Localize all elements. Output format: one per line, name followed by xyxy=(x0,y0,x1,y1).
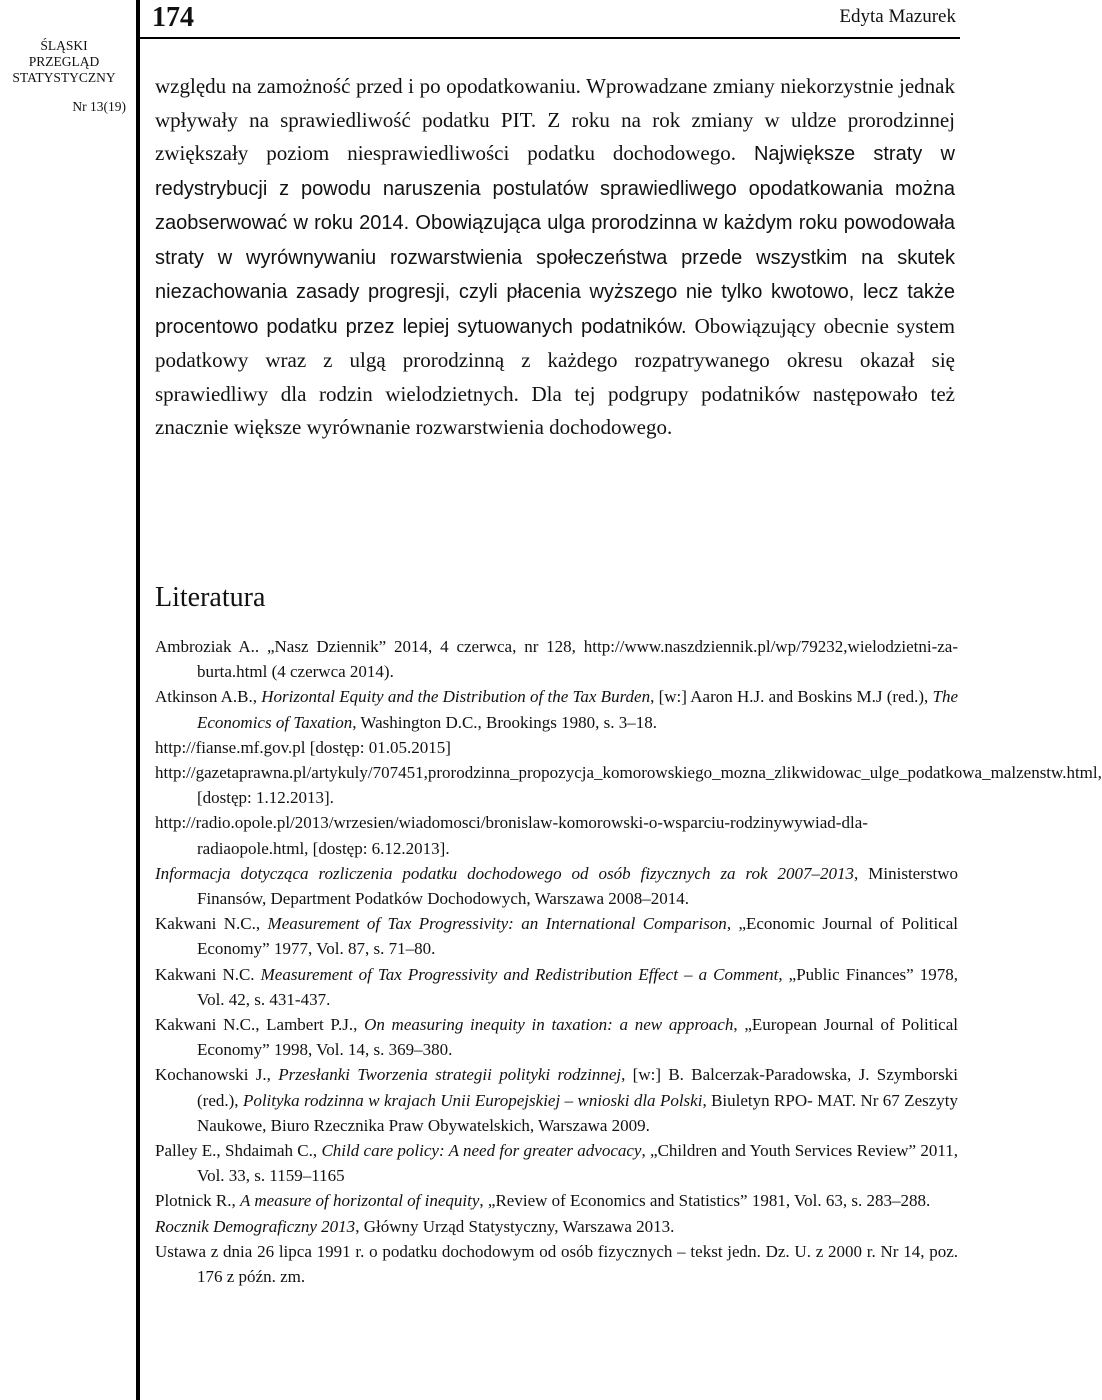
journal-name-line: PRZEGLĄD xyxy=(28,54,100,69)
reference-item xyxy=(155,911,958,961)
body-text-part: Obowiązujący obecnie system podatkowy wraz z ulgą prorodzinną z każdego rozpatrywanego okresu okazał się sprawiedliwy dla rodzin wielodzietnych. Dla tej podgrupy podatników następowało też znacznie większe wyrównanie rozwarstwienia dochodowego. xyxy=(155,313,955,439)
reference-item xyxy=(155,1239,958,1289)
body-text-part: względu na zamożność przed i po opodatkowaniu. Wprowadzane zmiany niekorzystnie jednak wpływały na sprawiedliwość podatku PIT. Z roku na rok zmiany w uldze prorodzinnej zwiększały poziom niesprawiedliwości podatku dochodowego. xyxy=(155,74,955,165)
reference-list xyxy=(155,634,1102,1289)
ref-text: , „Children and Youth Services Review” 2011, Vol. 33, s. 1159–1165 xyxy=(197,1141,959,1186)
ref-text: , „Economic Journal of Political Economy” 1977, Vol. 87, s. 71–80. xyxy=(197,914,958,959)
ref-text: , Ministerstwo Finansów, Department Podatków Dochodowych, Warszawa 2008–2014. xyxy=(197,863,958,909)
ref-text: „Public Finances” 1978, Vol. 42, s. 431-437. xyxy=(197,964,959,1009)
ref-text: Ambroziak A.. „Nasz Dziennik” 2014, 4 czerwca, nr 128, http://www.naszdziennik.pl/wp/79232,wielodzietni-za-burta.html (4 czerwca 2014). xyxy=(155,637,958,682)
ref-text: , „European Journal of Political Economy” 1998, Vol. 14, s. 369–380. xyxy=(197,1015,958,1060)
ref-title: The Economics of Taxation xyxy=(197,687,958,732)
reference-item xyxy=(155,684,958,734)
ref-title: Horizontal Equity and the Distribution of the Tax Burden xyxy=(261,687,651,707)
ref-title: Measurement of Tax Progressivity: an International Comparison xyxy=(267,914,727,934)
reference-item xyxy=(155,634,958,684)
ref-title: Measurement of Tax Progressivity and Redistribution Effect – a Comment, xyxy=(260,964,783,984)
ref-text: Ustawa z dnia 26 lipca 1991 r. o podatku dochodowym od osób fizycznych – tekst jedn. Dz. U. z 2000 r. Nr 14, poz. 176 z późn. zm. xyxy=(155,1241,958,1287)
ref-title: Rocznik Demograficzny 2013 xyxy=(155,1216,356,1236)
ref-text: http://gazetaprawna.pl/artykuly/707451,prorodzinna_propozycja_komorowskiego_mozna_zlikwidowac_ulge_podatkowa_malzenstw.html, [dostęp: 1.12.2013]. xyxy=(155,763,1102,808)
body-section xyxy=(155,70,955,445)
reference-item xyxy=(155,1188,958,1213)
journal-sidebar xyxy=(0,38,128,115)
journal-name-line: STATYSTYCZNY xyxy=(12,70,116,85)
reference-item xyxy=(155,962,958,1012)
body-text-part: Największe straty w redystrybucji z powodu naruszenia postulatów sprawiedliwego opodatkowania można zaobserwować w roku 2014. Obowiązująca ulga prorodzinna w każdym roku powodowała straty w wyrównywaniu rozwarstwienia społeczeństwa przede wszystkim na skutek niezachowania zasady progresji, czyli płacenia wyższego nie tylko kwotowo, lecz także procentowo podatku przez lepiej sytuowanych podatników. xyxy=(155,143,955,338)
ref-text: Kochanowski J., xyxy=(155,1065,279,1085)
ref-text: Atkinson A.B., xyxy=(155,687,262,707)
ref-text: , Washington D.C., Brookings 1980, s. 3–18. xyxy=(352,712,658,732)
ref-text: http://fianse.mf.gov.pl [dostęp: 01.05.2015] xyxy=(155,737,451,757)
journal-name-line: ŚLĄSKI xyxy=(40,38,88,53)
ref-text: , [w:] Aaron H.J. and Boskins M.J (red.), xyxy=(650,687,933,707)
header-rule xyxy=(140,37,960,39)
ref-text: , „Review of Economics and Statistics” 1981, Vol. 63, s. 283–288. xyxy=(479,1191,931,1211)
ref-title: Child care policy: A need for greater advocacy xyxy=(321,1141,642,1161)
reference-item xyxy=(155,1138,958,1188)
reference-item xyxy=(155,861,958,911)
ref-title: A measure of horizontal of inequity xyxy=(240,1191,480,1211)
reference-item xyxy=(155,1062,958,1138)
issue-number: Nr 13(19) xyxy=(72,99,126,114)
ref-text: , Biuletyn RPO- MAT. Nr 67 Zeszyty Naukowe, Biuro Rzecznika Praw Obywatelskich, Warszawa 2009. xyxy=(197,1090,958,1135)
page-number: 174 xyxy=(152,2,194,33)
ref-text: Plotnick R., xyxy=(155,1191,241,1211)
ref-text: Palley E., Shdaimah C., xyxy=(155,1141,322,1161)
reference-item xyxy=(155,735,958,760)
ref-title: Polityka rodzinna w krajach Unii Europejskiej – wnioski dla Polski xyxy=(242,1090,703,1110)
reference-item xyxy=(155,760,1102,810)
literature-heading: Literatura xyxy=(155,582,266,613)
ref-text: http://radio.opole.pl/2013/wrzesien/wiadomosci/bronislaw-komorowski-o-wsparciu-rodzinywywiad-dla-radiaopole.html, [dostęp: 6.12.2013]. xyxy=(155,813,868,858)
ref-title: On measuring inequity in taxation: a new approach xyxy=(364,1015,734,1035)
ref-title: Informacja dotycząca rozliczenia podatku dochodowego od osób fizycznych za rok 2007–2013 xyxy=(155,863,855,883)
reference-item xyxy=(155,810,958,860)
ref-title: Przesłanki Tworzenia strategii polityki rodzinnej xyxy=(278,1065,622,1085)
reference-item xyxy=(155,1012,958,1062)
ref-text: Kakwani N.C., Lambert P.J., xyxy=(155,1015,365,1035)
ref-text: Kakwani N.C., xyxy=(155,914,268,934)
ref-text: Kakwani N.C. xyxy=(155,964,261,984)
reference-item xyxy=(155,1214,958,1239)
body-paragraph xyxy=(155,70,955,445)
running-header-author: Edyta Mazurek xyxy=(839,6,956,27)
vertical-rule xyxy=(136,0,140,1400)
ref-text: , Główny Urząd Statystyczny, Warszawa 2013. xyxy=(355,1216,675,1236)
ref-text: , [w:] B. Balcerzak-Paradowska, J. Szymborski (red.), xyxy=(197,1065,958,1110)
